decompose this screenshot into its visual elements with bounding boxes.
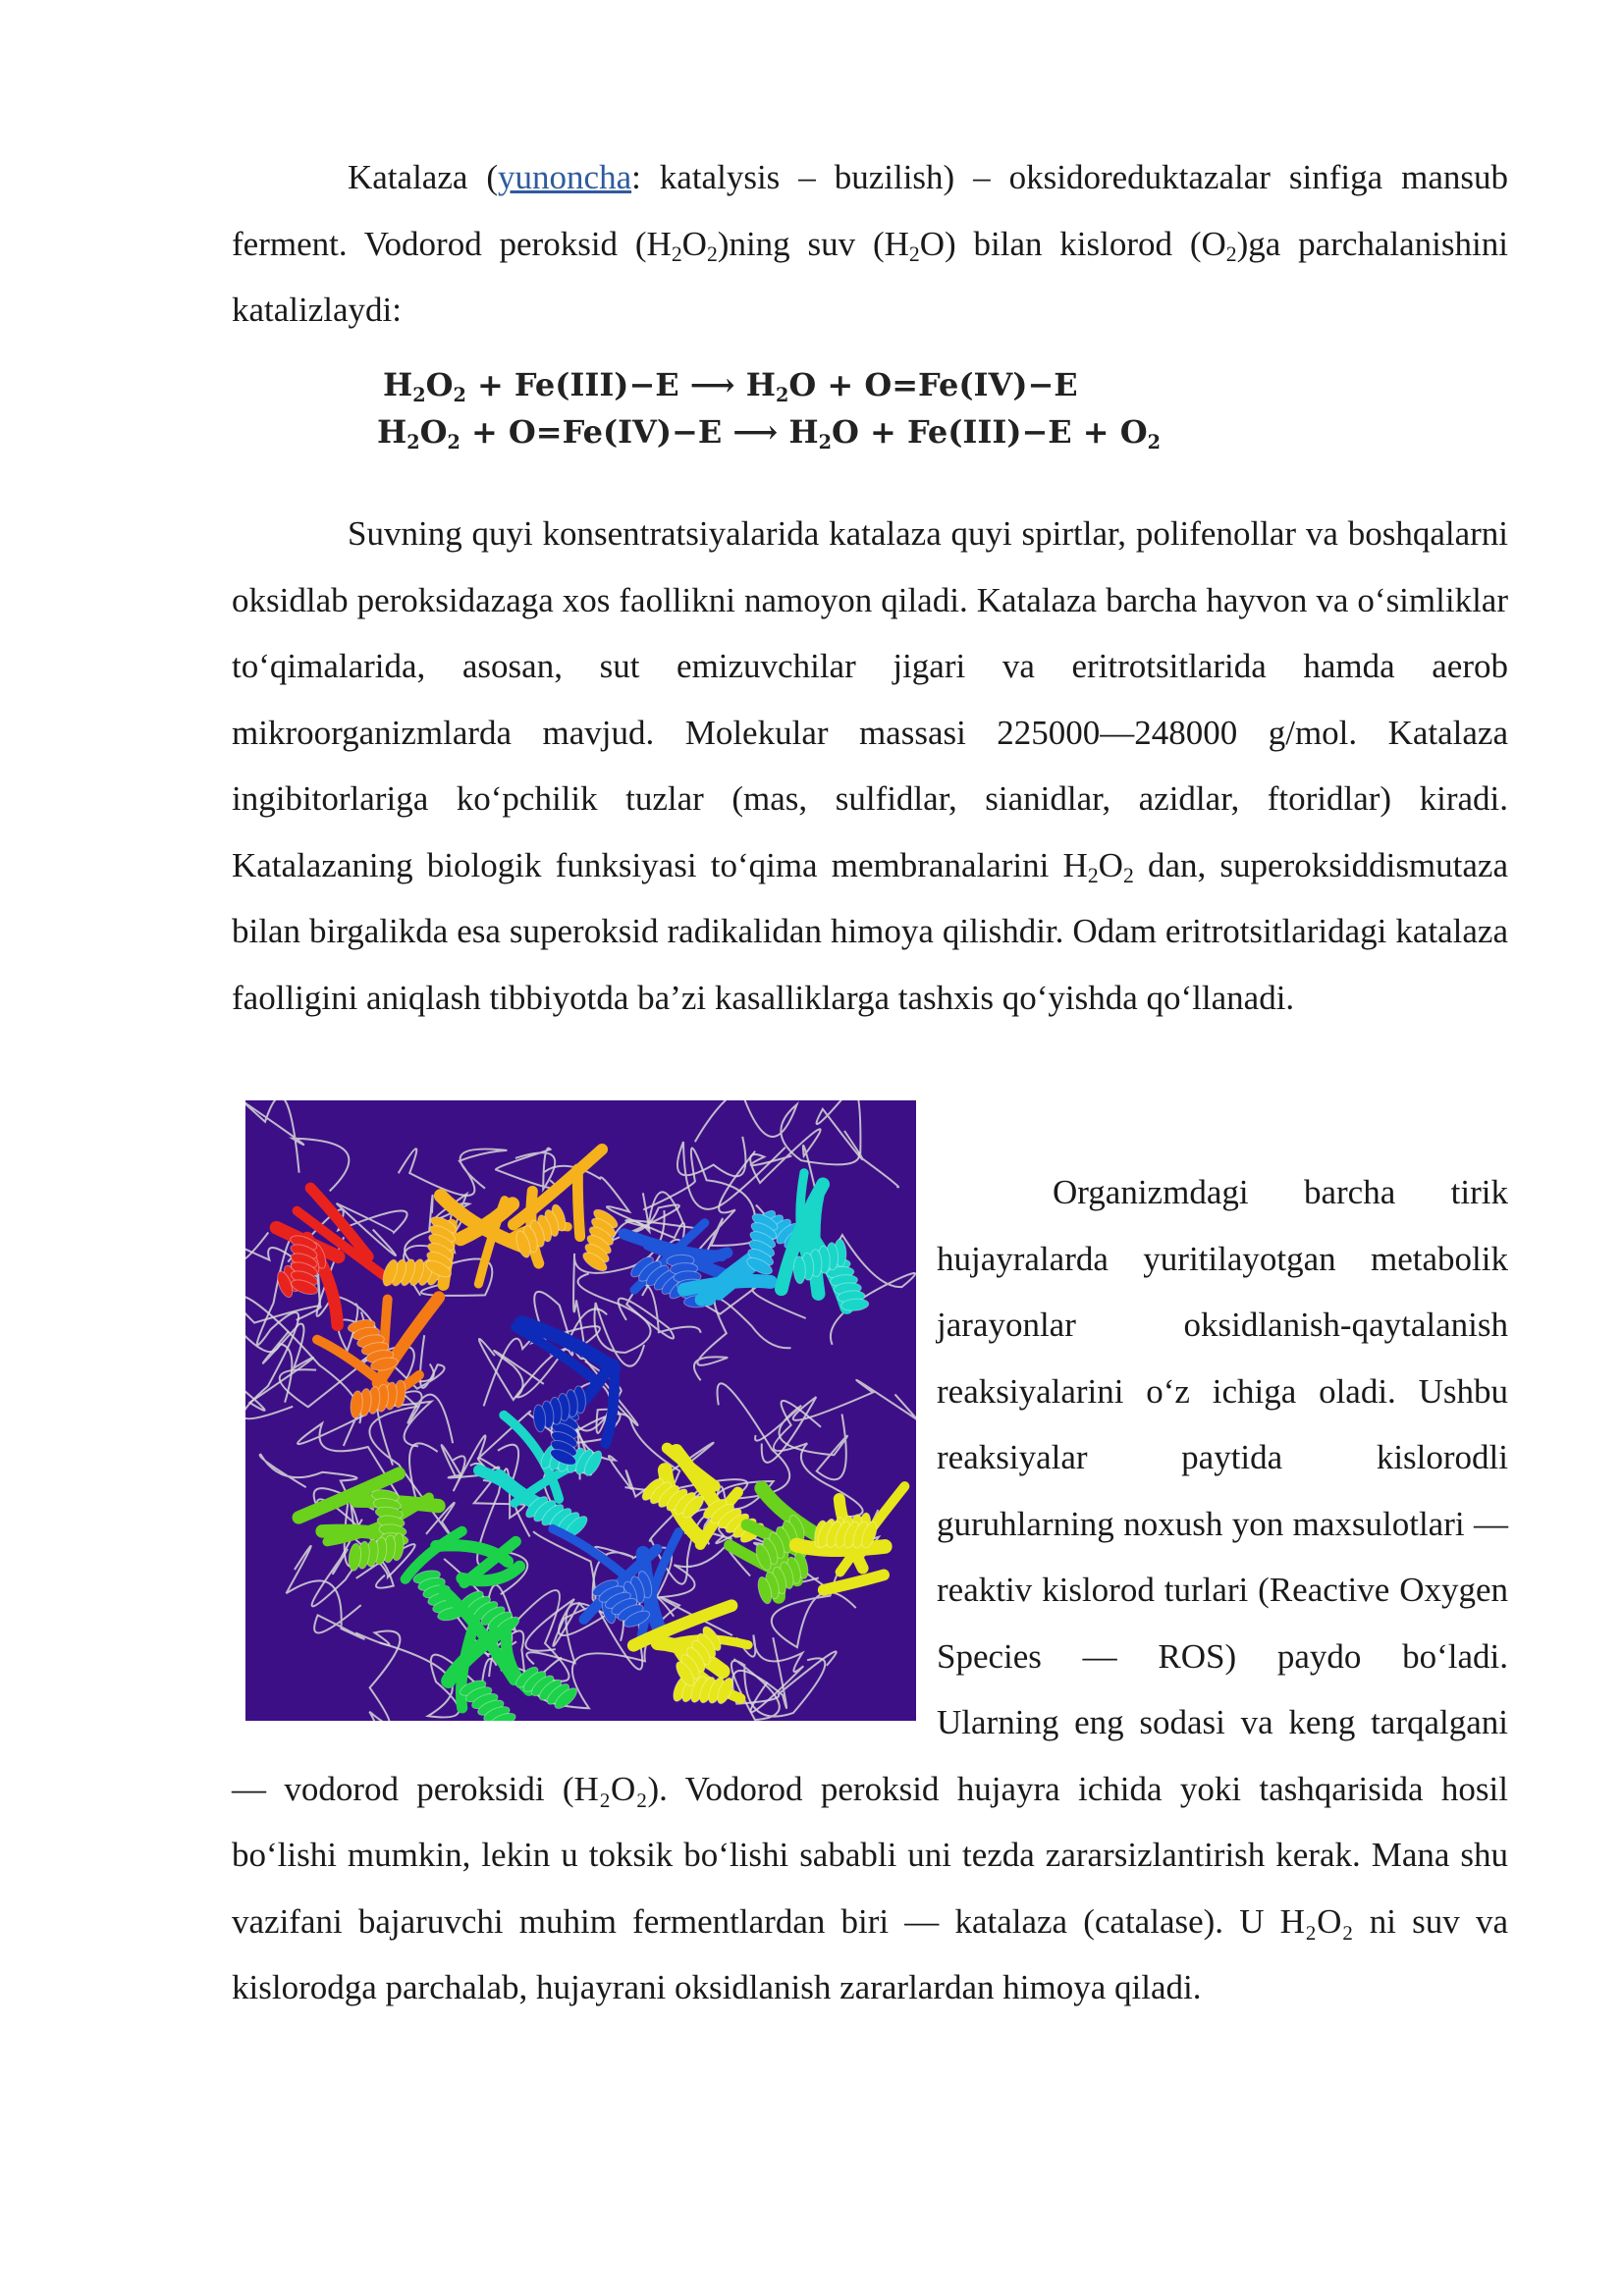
eq-term: + O=Fe(IV)−E ⟶ H [460,413,819,451]
intro-text: O) bilan kislorod (O [919,224,1226,263]
eq-term: + Fe(III)−E ⟶ H [465,366,777,403]
ros-text: O [1317,1901,1342,1941]
figure-wrap-spacer [232,1159,937,1755]
intro-text: O [681,224,707,263]
subscript: 2 [1122,863,1134,887]
subscript-char: ₂ [635,1769,648,1808]
paragraph-properties [232,501,1508,1031]
properties-text: Suvning quyi konsentratsiyalarida katalaza quyi spirtlar, polifenollar va boshqalarni oksidlab peroksidazaga xos faollikni namoyon qiladi. Katalaza barcha hayvon va o‘simliklar to‘qimalarida, asosan, sut emizuvchilar jigari va eritrotsitlarida hamda aerob mikroorganizmlarda mavjud. Molekular massasi 225000—248000 g/mol. Katalaza ingibitorlariga ko‘pchilik tuzlar (mas, sulfidlar, sianidlar, azidlar, ftoridlar) kiradi. Katalazaning biologik funksiyasi to‘qima membranalarini H [232,514,1508,884]
subscript-char: ₂ [1341,1901,1354,1941]
eq-term: H [383,366,413,403]
intro-text: : katalysis – buzilish) – oksidoreduktazalar sinfiga mansub ferment. Vodorod peroksid (H [232,158,1508,263]
subscript: 2 [1147,431,1161,454]
equation-line-2 [377,408,1208,455]
subscript: 2 [406,431,420,454]
eq-term: O + Fe(III)−E + O [831,413,1148,451]
subscript: 2 [908,241,920,266]
subscript: 2 [453,384,466,407]
ros-text: ni suv va kislorodga parchalab, hujayrani oksidlanish zararlardan himoya qiladi. [232,1901,1508,2006]
equation-line-1 [383,361,1208,408]
reaction-equations [377,361,1208,455]
subscript: 2 [818,431,832,454]
subscript-char: ₂ [598,1769,612,1808]
subscript: 2 [706,241,718,266]
yunoncha-link[interactable]: yunoncha [498,158,632,196]
subscript: 2 [1225,241,1237,266]
ros-text: O [611,1769,636,1808]
subscript: 2 [412,384,426,407]
eq-term: O + O=Fe(IV)−E [788,366,1078,403]
intro-text: )ning suv (H [717,224,909,263]
eq-term: O [419,413,448,451]
intro-text-start: Katalaza ( [348,158,499,196]
subscript: 2 [776,384,789,407]
properties-text: O [1098,845,1123,884]
eq-term: H [377,413,407,451]
ros-text: Organizmdagi barcha tirik hujayralarda yuritilayotgan metabolik jarayonlar oksidlanish-qaytalanish reaksiyalarini o‘z ichiga oladi. Ushbu reaksiyalar paytida kislorodli guruhlarning noxush yon maxsulotlari — reaktiv kislorod turlari (Reactive Oxygen Species — ROS) paydo bo‘ladi. Ularning eng sodasi va keng tarqalgani — vodorod peroksidi (H [232,1173,1508,1808]
ros-text: ). Vodorod peroksid hujayra ichida yoki tashqarisida hosil bo‘lishi mumkin, lekin u toksik bo‘lishi sababli uni tezda zararsizlantirish kerak. Mana shu vazifani bajaruvchi muhim fermentlardan biri — katalaza (catalase). U H [232,1769,1508,1941]
paragraph-intro [232,144,1508,344]
properties-text: dan, superoksiddismutaza bilan birgalikda esa superoksid radikalidan himoya qilishdir. Odam eritrotsitlaridagi katalaza faolligini aniqlash tibbiyotda ba’zi kasalliklarga tashxis qo‘yishda qo‘llanadi. [232,845,1508,1017]
subscript-char: ₂ [1304,1901,1318,1941]
intro-text-end: )ga parchalanishini katalizlaydi: [232,224,1508,329]
subscript: 2 [447,431,460,454]
subscript: 2 [1087,863,1099,887]
eq-term: O [425,366,454,403]
paragraph-ros [232,1159,1508,2021]
subscript: 2 [671,241,682,266]
